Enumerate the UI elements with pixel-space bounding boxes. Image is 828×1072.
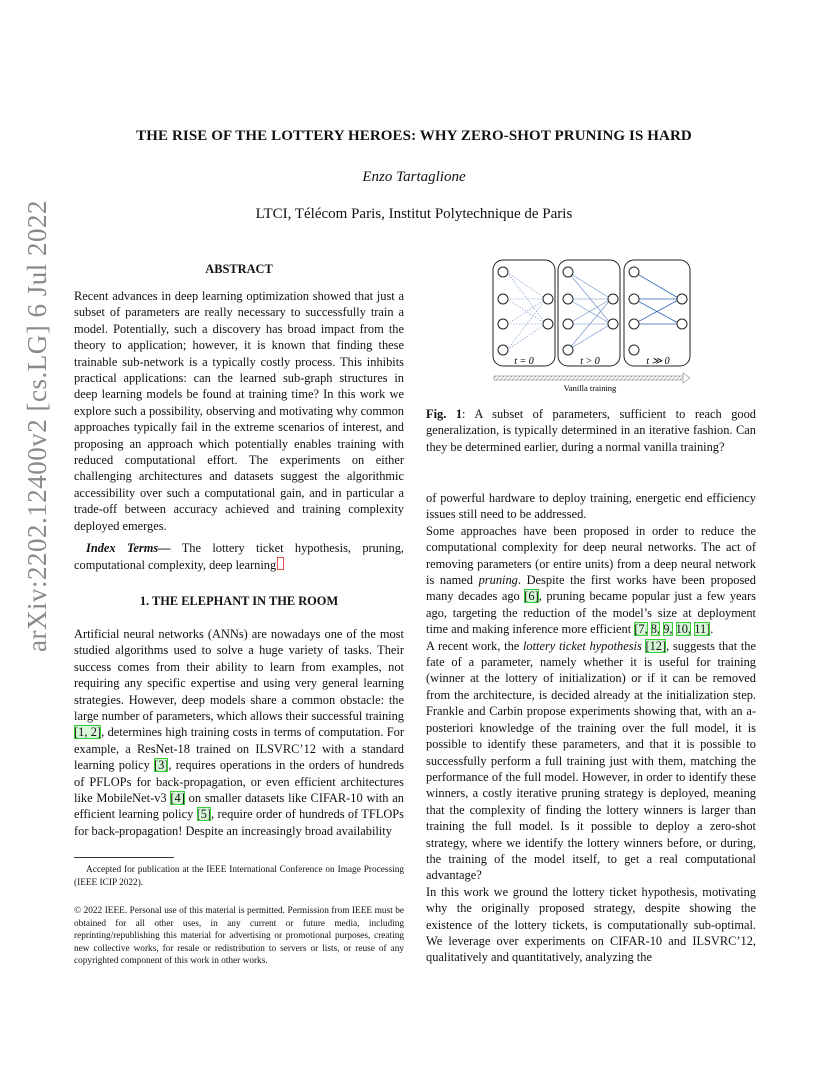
paragraph-continued: of powerful hardware to deploy training, energetic end efficiency issues still need to be addressed. — [426, 491, 756, 522]
figure-caption — [426, 406, 756, 455]
abstract-body — [74, 288, 404, 573]
label-t0: t = 0 — [514, 356, 534, 367]
figure-1-diagram — [486, 254, 696, 396]
author-name: Enzo Tartaglione — [362, 169, 466, 185]
label-tgt: t > 0 — [580, 356, 600, 367]
citation-link[interactable]: [4] — [170, 791, 185, 806]
abstract-heading: ABSTRACT — [205, 262, 273, 276]
section1-heading: 1. THE ELEPHANT IN THE ROOM — [139, 594, 339, 608]
arxiv-identifier: arXiv:2202.12400v2 [cs.LG] 6 Jul 2022 — [22, 200, 52, 652]
affiliation: LTCI, Télécom Paris, Institut Polytechnique de Paris — [255, 206, 573, 222]
index-terms-label: Index Terms— — [86, 541, 171, 556]
index-terms — [74, 540, 404, 573]
citation-link[interactable]: 9, — [663, 622, 673, 637]
connections-tgg — [634, 272, 680, 324]
connections-tgt — [568, 272, 611, 350]
citation-link[interactable]: 11] — [694, 622, 711, 637]
index-terms-text: The lottery ticket hypothesis, pruning, computational complexity, deep learning — [74, 541, 404, 572]
paragraph-lottery: A recent work, the lottery ticket hypothesis [12], suggests that the fate of a parameter, namely whether it is useful for training (winner at the lottery of initialization) or if it can be removed from the architecture, is decided already at the initialization step. Frankle and Carbin propose experiments showing that, with an a-posteriori knowledge of the training over the full model, it is possible to identify these parameters, and that it is possible to successfully perform a full training just with them, matching the performance of the full model. However, in order to identify these winners, a costly iterative pruning strategy is deployed, meaning that the complexity of finding the lottery winners is larger than training the full model. Is it possible to deploy a zero-shot strategy, where we identify the lottery winners before, or during, the training of the model itself, to get a real computational advantage? — [426, 638, 756, 883]
citation-link[interactable]: [12] — [645, 638, 667, 653]
citation-link[interactable]: [3] — [153, 758, 169, 773]
footnote-accepted: Accepted for publication at the IEEE International Conference on Image Processing (IEEE ICIP 2022). — [74, 865, 404, 888]
citation-link[interactable]: [6] — [524, 589, 539, 604]
text-cursor — [277, 557, 284, 570]
paragraph-pruning: Some approaches have been proposed in order to reduce the computational complexity for deep neural networks. The act of removing parameters (or entire units) from a deep neural network is named pruning. Despite the first works have been proposed many decades ago [6], pruning became popular just a few years ago, targeting the reduction of the model’s size at deployment time and making inference more efficient [7, 8, 9, 10, 11]. — [426, 523, 756, 637]
label-tgg: t ≫ 0 — [646, 356, 670, 367]
footnote-copyright: © 2022 IEEE. Personal use of this material is permitted. Permission from IEEE must be obtained for all other uses, in any current or future media, including reprinting/republishing this material for advertising or promotional purposes, creating new collective works, for resale or redistribution to servers or lists, or reuse of any copyrighted component of this work in other works. — [74, 906, 404, 967]
citation-link[interactable]: 8, — [650, 622, 661, 637]
training-arrow-head — [683, 373, 690, 383]
citation-link[interactable]: [7, — [634, 622, 648, 637]
citation-link[interactable]: 10, — [675, 622, 692, 637]
training-arrow — [494, 376, 684, 380]
paper-title: THE RISE OF THE LOTTERY HEROES: WHY ZERO-SHOT PRUNING IS HARD — [136, 128, 692, 144]
abstract-text: Recent advances in deep learning optimization showed that just a subset of parameters are really necessary to successfully train a model. Potentially, such a discovery has broad impact from the theory to application; however, it is known that finding these trainable sub-network is a typically costly process. This inhibits practical applications: can the learned sub-graph structures in deep learning models be found at training time? In this work we explore such a possibility, observing and motivating why common approaches typically fail in the extreme scenarios of interest, and proposing an approach which potentially enables training with reduced computational effort. The experiments on either challenging architectures and datasets suggest the algorithmic accessibility over such a computational gain, and in particular a trade-off between accuracy achieved and training complexity deployed emerges. — [74, 289, 404, 533]
citation-link[interactable]: [5] — [196, 807, 212, 822]
section1-body — [74, 626, 404, 839]
section1-paragraph: Artificial neural networks (ANNs) are nowadays one of the most studied algorithms used to solve a huge variety of tasks. Their success comes from their ability to learn from examples, not requiring any specific expertise and using very general learning strategies. However, deep models share a common obstacle: the large number of parameters, which allows their successful training [1, 2], determines high training costs in terms of computation. For example, a ResNet-18 trained on ILSVRC’12 with a standard learning policy [3], requires operations in the orders of hundreds of PFLOPs for back-propagation, or even efficient architectures like MobileNet-v3 [4] on smaller datasets like CIFAR-10 with an efficient learning policy [5], require order of hundreds of TFLOPs for back-propagation! Despite an increasingly broad availability — [74, 627, 404, 838]
figure-caption-text: : A subset of parameters, sufficient to reach good generalization, is typically determined in an iterative fashion. Can they be determined earlier, during a normal vanilla training? — [426, 407, 756, 454]
right-column-body — [426, 490, 756, 966]
footnote-rule — [74, 857, 174, 858]
figure-caption-label: Fig. 1 — [426, 407, 463, 421]
citation-link[interactable]: [1, 2] — [74, 725, 102, 740]
arrow-label: Vanilla training — [563, 383, 617, 393]
connections-t0 — [507, 272, 546, 350]
paragraph-this-work: In this work we ground the lottery ticket hypothesis, motivating why the originally proposed strategy, despite showing the existence of the lottery tickets, is computationally sub-optimal. We leverage over experiments on CIFAR-10 and ILSVRC’12, qualitatively and quantitatively, analyzing the — [426, 884, 756, 965]
